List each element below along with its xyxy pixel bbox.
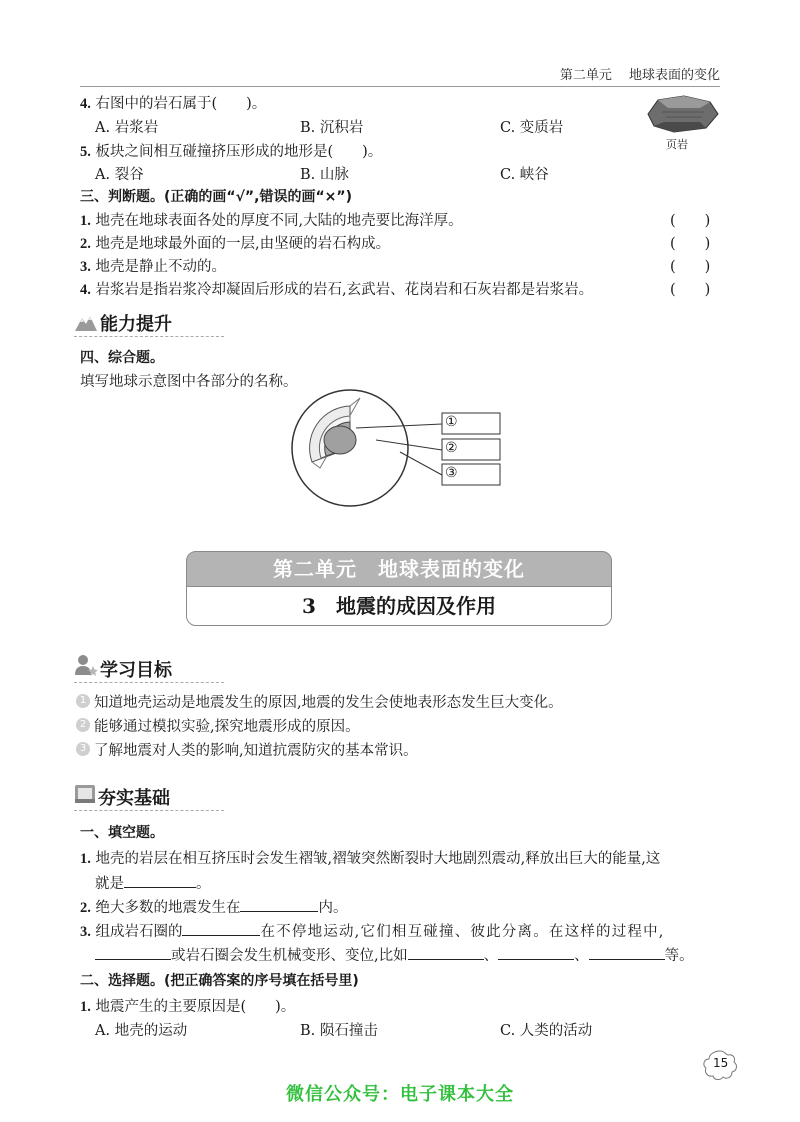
choice-item-1: 1. 地震产生的主要原因是( )。 — [80, 999, 296, 1015]
goal-item-3: 了解地震对人类的影响,知道抗震防灾的基本常识。 — [94, 743, 418, 759]
goal-badge-2: 2 — [76, 718, 90, 732]
fill-blank-5[interactable] — [408, 945, 484, 960]
fill-blank-1[interactable] — [124, 873, 196, 888]
fill-blank-3[interactable] — [182, 921, 260, 936]
fill-item-1-line1: 1. 地壳的岩层在相互挤压时会发生褶皱,褶皱突然断裂时大地剧烈震动,释放出巨大的能量,这 — [80, 851, 661, 867]
basics-underline — [74, 810, 224, 811]
lesson-title: 3 地震的成因及作用 — [186, 586, 612, 626]
q5-option-c: C. 峡谷 — [500, 167, 549, 183]
header-unit: 第二单元 — [559, 68, 612, 83]
mountain-icon — [74, 312, 98, 332]
fill-item-3-line2: 或岩石圈会发生机械变形、变位,比如 、 、 等。 — [95, 944, 694, 965]
ability-title: 能力提升 — [100, 314, 172, 335]
shale-rock-image — [644, 92, 720, 136]
judge-paren-3[interactable]: ( ) — [670, 259, 711, 275]
judge-item-2: 2. 地壳是地球最外面的一层,由坚硬的岩石构成。 — [80, 236, 391, 252]
judge-paren-4[interactable]: ( ) — [670, 282, 711, 298]
fill-heading: 一、填空题。 — [80, 825, 164, 841]
fill-blank-7[interactable] — [589, 945, 665, 960]
fill-item-1-line2: 就是 。 — [95, 872, 211, 893]
header-title: 地球表面的变化 — [628, 68, 720, 83]
judge-item-4: 4. 岩浆岩是指岩浆冷却凝固后形成的岩石,玄武岩、花岗岩和石灰岩都是岩浆岩。 — [80, 282, 594, 298]
rock-caption: 页岩 — [666, 138, 688, 151]
goals-underline — [74, 682, 224, 683]
choice-heading: 二、选择题。(把正确答案的序号填在括号里) — [80, 973, 359, 989]
question-4: 4. 右图中的岩石属于( )。 — [80, 96, 267, 112]
judge-paren-1[interactable]: ( ) — [670, 213, 711, 229]
page-number: 15 — [713, 1056, 729, 1070]
lesson-unit-banner: 第二单元 地球表面的变化 — [186, 551, 612, 587]
earth-label-3[interactable]: ③ — [445, 465, 458, 481]
judge-paren-2[interactable]: ( ) — [670, 236, 711, 252]
judge-item-1: 1. 地壳在地球表面各处的厚度不同,大陆的地壳要比海洋厚。 — [80, 213, 463, 229]
fill-blank-2[interactable] — [240, 897, 318, 912]
choice-1-option-c: C. 人类的活动 — [500, 1023, 593, 1039]
earth-label-1[interactable]: ① — [445, 414, 458, 430]
goal-item-2: 能够通过模拟实验,探究地震形成的原因。 — [94, 719, 360, 735]
comprehensive-heading: 四、综合题。 — [80, 350, 164, 366]
q5-option-a: A. 裂谷 — [95, 167, 144, 183]
judge-heading: 三、判断题。(正确的画“√”,错误的画“×”) — [80, 189, 352, 205]
running-header — [560, 64, 720, 83]
q5-option-b: B. 山脉 — [300, 167, 349, 183]
goal-badge-1: 1 — [76, 694, 90, 708]
q4-option-b: B. 沉积岩 — [300, 120, 364, 136]
earth-label-2[interactable]: ② — [445, 440, 458, 456]
question-5: 5. 板块之间相互碰撞挤压形成的地形是( )。 — [80, 144, 383, 160]
fill-item-3-line1: 3. 组成岩石圈的 在不停地运动,它们相互碰撞、彼此分离。在这样的过程中, — [80, 920, 665, 941]
judge-item-3: 3. 地壳是静止不动的。 — [80, 259, 226, 275]
choice-1-option-b: B. 陨石撞击 — [300, 1023, 378, 1039]
fill-blank-6[interactable] — [498, 945, 574, 960]
book-icon — [74, 784, 96, 804]
earth-structure-diagram — [290, 388, 510, 512]
comprehensive-prompt: 填写地球示意图中各部分的名称。 — [80, 374, 298, 390]
header-divider — [80, 86, 720, 87]
q4-option-a: A. 岩浆岩 — [95, 120, 159, 136]
goal-item-1: 知道地壳运动是地震发生的原因,地震的发生会使地表形态发生巨大变化。 — [94, 695, 563, 711]
fill-blank-4[interactable] — [95, 945, 171, 960]
basics-title: 夯实基础 — [98, 788, 170, 809]
goals-title: 学习目标 — [100, 660, 172, 681]
goal-badge-3: 3 — [76, 742, 90, 756]
q4-option-c: C. 变质岩 — [500, 120, 564, 136]
ability-underline — [74, 336, 224, 337]
footer-watermark: 微信公众号：电子课本大全 — [286, 1084, 514, 1105]
fill-item-2: 2. 绝大多数的地震发生在 内。 — [80, 896, 347, 917]
choice-1-option-a: A. 地壳的运动 — [95, 1023, 188, 1039]
learner-icon — [74, 654, 98, 676]
